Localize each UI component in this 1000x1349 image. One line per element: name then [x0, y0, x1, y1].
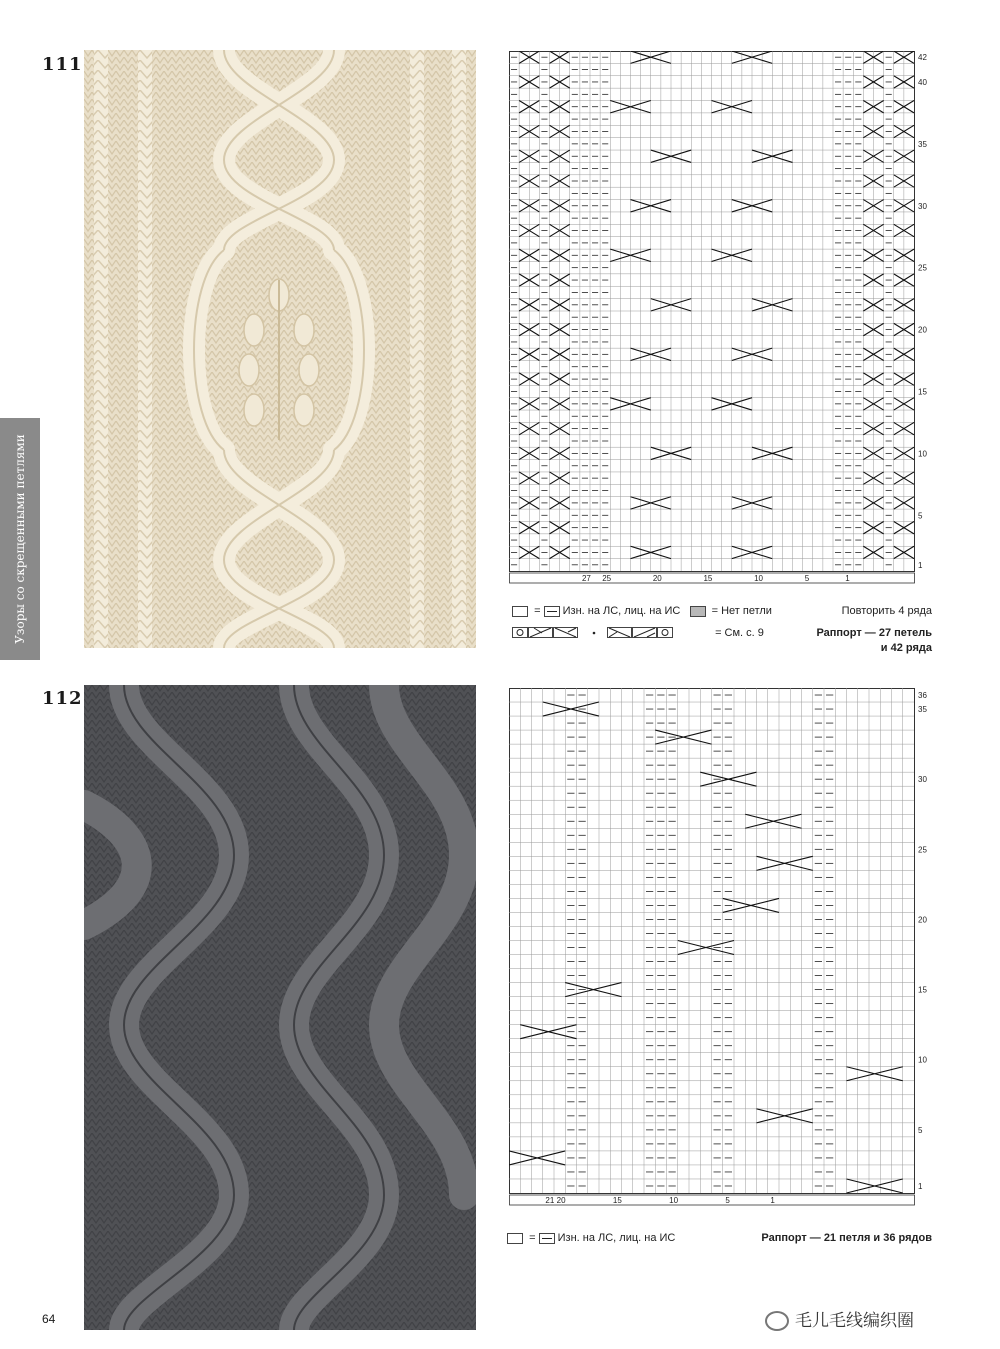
legend-symbols-icon [512, 627, 712, 639]
rapport-111-line1: Раппорт — 27 петель [816, 627, 932, 639]
legend-repeat-note: Повторить 4 ряда [841, 605, 932, 617]
chart-row-label: 20 [918, 325, 927, 335]
rapport-111-line2: и 42 ряда [880, 642, 932, 654]
chart-111-grid [509, 51, 929, 599]
chart-col-label: 15 [612, 1196, 622, 1205]
chart-row-label: 40 [918, 77, 927, 87]
legend-112-purl-cell-icon [539, 1233, 555, 1244]
knit-photo-112 [84, 685, 476, 1330]
knitting-chart-112 [509, 688, 929, 1218]
wechat-icon [765, 1311, 789, 1331]
chart-row-label: 15 [918, 387, 927, 397]
chart-row-label: 5 [918, 1125, 923, 1135]
chart-col-label: 5 [804, 574, 810, 583]
watermark-text: 毛儿毛线编织圈 [795, 1311, 914, 1331]
rapport-112: Раппорт — 21 петля и 36 рядов [761, 1232, 932, 1244]
chart-row-label: 30 [918, 775, 927, 785]
chart-col-label: 1 [845, 574, 850, 583]
chart-row-label: 30 [918, 201, 927, 211]
knit-photo-112-art [84, 685, 476, 1330]
chart-col-label: 21 [545, 1196, 555, 1205]
chart-col-label: 20 [556, 1196, 566, 1205]
chart-row-label: 5 [918, 511, 923, 521]
chart-row-label: 20 [918, 915, 927, 925]
chart-row-label: 36 [918, 691, 927, 701]
legend-no-stitch-icon [690, 606, 706, 617]
pattern-number-111: 111 [42, 54, 83, 75]
chart-col-label: 27 [581, 574, 591, 583]
chart-col-label: 1 [770, 1196, 775, 1205]
legend-111-row1 [512, 605, 812, 617]
chart-col-label: 25 [602, 574, 612, 583]
legend-blank-cell-icon [512, 606, 528, 617]
chart-col-label: 15 [703, 574, 713, 583]
chart-row-label: 10 [918, 449, 927, 459]
legend-purl-label: Изн. на ЛС, лиц. на ИС [562, 605, 681, 617]
chart-row-label: 15 [918, 985, 927, 995]
page-number: 64 [42, 1312, 56, 1326]
chart-col-label: 10 [754, 574, 763, 583]
legend-no-stitch-label: = Нет петли [711, 605, 772, 617]
knit-photo-111 [84, 50, 476, 648]
chart-row-label: 42 [918, 53, 927, 63]
chart-row-label: 35 [918, 139, 927, 149]
chart-col-label: 20 [652, 574, 662, 583]
section-side-tab [0, 418, 40, 660]
legend-equals: = [534, 605, 541, 617]
chart-row-label: 35 [918, 705, 927, 715]
legend-112-equals: = [529, 1232, 536, 1244]
chart-col-label: 5 [725, 1196, 730, 1205]
pattern-number-112: 112 [42, 688, 83, 709]
legend-112-blank-cell-icon [507, 1233, 523, 1244]
watermark [765, 1306, 914, 1331]
chart-112-grid [509, 688, 929, 1218]
chart-row-label: 25 [918, 845, 927, 855]
chart-row-label: 1 [918, 560, 923, 570]
legend-see-reference: = См. с. 9 [715, 627, 764, 639]
legend-112-row [507, 1232, 757, 1244]
side-tab-label: Узоры со скрещенными петлями [13, 434, 27, 644]
legend-111-row2 [512, 627, 812, 639]
chart-row-label: 25 [918, 263, 927, 273]
knit-photo-111-art [84, 50, 476, 648]
legend-112-purl-label: Изн. на ЛС, лиц. на ИС [557, 1232, 676, 1244]
chart-row-label: 10 [918, 1055, 927, 1065]
knitting-chart-111 [509, 51, 929, 599]
chart-row-label: 1 [918, 1181, 923, 1191]
chart-cells [509, 51, 915, 572]
legend-purl-cell-icon [544, 606, 560, 617]
chart-cells [509, 688, 915, 1194]
chart-col-label: 10 [669, 1196, 679, 1205]
